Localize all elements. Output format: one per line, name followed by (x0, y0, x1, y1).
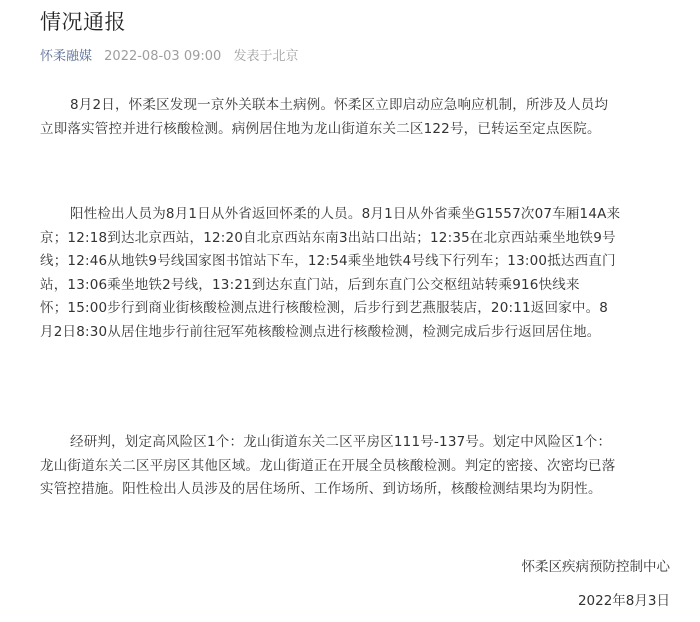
paragraph-line: 线；12:46从地铁9号线国家图书馆站下车，12:54乘坐地铁4号线下行列车；13:00抵达西直门 (40, 253, 616, 269)
paragraph-line: 京；12:18到达北京西站，12:20自北京西站东南3出站口出站；12:35在北京西站乘坐地铁9号 (40, 229, 616, 246)
paragraph-line: 月2日8:30从居住地步行前往冠军苑核酸检测点进行核酸检测，检测完成后步行返回居住地。 (40, 323, 601, 340)
paragraph-line: 龙山街道东关二区平房区其他区域。龙山街道正在开展全员核酸检测。判定的密接、次密均已落 (40, 457, 616, 474)
paragraph-line: 8月2日，怀柔区发现一京外关联本土病例。怀柔区立即启动应急响应机制，所涉及人员均 (70, 97, 609, 113)
publish-datetime: 2022-08-03 09:00 (104, 49, 222, 64)
paragraph-risk-areas (40, 431, 670, 502)
paragraph-line: 站，13:06乘坐地铁2号线，13:21到达东直门站，后到东直门公交枢纽站转乘916快线来 (40, 276, 580, 293)
signature-date: 2022年8月3日 (577, 593, 670, 609)
article-title: 情况通报 (40, 10, 126, 34)
paragraph-line: 立即落实管控并进行核酸检测。病例居住地为龙山街道东关二区122号，已转运至定点医院。 (40, 120, 601, 137)
author-link[interactable]: 怀柔融媒 (40, 49, 93, 64)
paragraph-line: 怀；15:00步行到商业街核酸检测点进行核酸检测，后步行到艺燕服装店，20:11返回家中。8 (40, 300, 609, 316)
article-meta (40, 47, 298, 67)
signature-organization: 怀柔区疾病预防控制中心 (521, 559, 670, 575)
publish-location: 发表于北京 (233, 49, 299, 64)
paragraph-line: 经研判，划定高风险区1个：龙山街道东关二区平房区111号-137号。划定中风险区1个： (70, 434, 612, 450)
paragraph-line: 实管控措施。阳性检出人员涉及的居住场所、工作场所、到访场所，核酸检测结果均为阴性。 (40, 481, 602, 497)
paragraph-line: 阳性检出人员为8月1日从外省返回怀柔的人员。8月1日从外省乘坐G1557次07车厢14A来 (70, 206, 621, 222)
paragraph-patient-trajectory (40, 203, 670, 344)
paragraph-outbreak-summary (40, 94, 670, 141)
